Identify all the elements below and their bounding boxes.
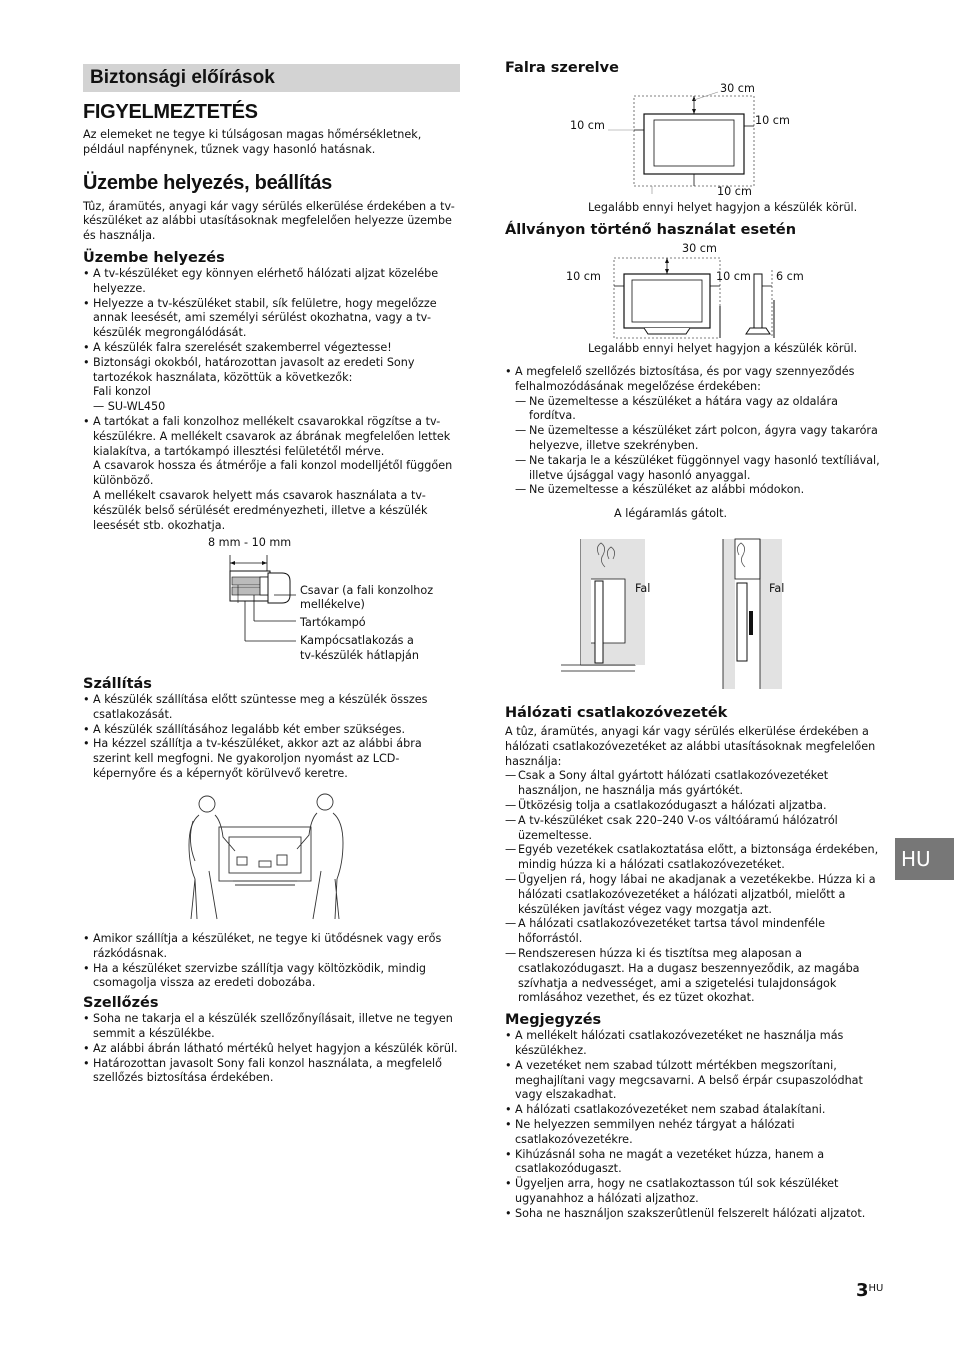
screw-label-1b: mellékelve) — [300, 598, 365, 611]
list-item: • Soha ne használjon szakszerûtlenül felszerelt hálózati aljzatot. — [505, 1207, 887, 1222]
ventilation-title: Szellőzés — [83, 995, 159, 1012]
ventilation-list — [83, 1012, 460, 1086]
screw-label-3a: Kampócsatlakozás a — [300, 634, 414, 647]
wall-label-1: Fal — [635, 582, 651, 595]
bracket-line: — SU-WL450 — [93, 400, 166, 414]
note-list — [505, 1029, 887, 1221]
install-subtitle: Üzembe helyezés — [83, 249, 225, 266]
vent-note-sub: — Ne üzemeltesse a készüléket a hátára vagy az oldalára fordítva. — [505, 395, 887, 425]
list-item: — Ügyeljen rá, hogy lábai ne akadjanak a vezetékekbe. Húzza ki a hálózati csatlakozóvezetéket a hálózati aljzatból, mielőtt a készüléken javítást végez vagy mozgatja azt. — [505, 873, 887, 917]
vent-note-sub: — Ne üzemeltesse a készüléket zárt polcon, ágyra vagy takaróra helyezve, illetve szekrényben. — [505, 424, 887, 454]
page-number-suffix: HU — [868, 1283, 884, 1294]
wall-mount-title: Falra szerelve — [505, 60, 619, 76]
list-item: • A vezetéket nem szabad túlzott mértékben megszorítani, meghajlítani vagy megcsavarni. A belső érpár csupaszolódhat vagy elszakadhat. — [505, 1059, 887, 1103]
vent-note-item: • A megfelelő szellőzés biztosítása, és por vagy szennyeződés felhalmozódásának megelőzése érdekében: — [505, 365, 887, 395]
list-item: — Ütközésig tolja a csatlakozódugaszt a hálózati aljzatba. — [505, 799, 887, 814]
warning-title: FIGYELMEZTETÉS — [83, 101, 258, 123]
section-header-title: Biztonsági előírások — [90, 67, 275, 88]
list-item: • Ne helyezzen semmilyen nehéz tárgyat a hálózati csatlakozóvezetékre. — [505, 1118, 887, 1148]
stand-title: Állványon történő használat esetén — [505, 222, 797, 238]
list-item: — Egyéb vezetékek csatlakoztatása előtt, a biztonsága érdekében, mindig húzza ki a hálózati csatlakozóvezetéket. — [505, 843, 887, 873]
wall-mount-caption: Legalább ennyi helyet hagyjon a készülék körül. — [588, 201, 858, 214]
list-item: • Soha ne takarja el a készülék szellőzőnyílásait, illetve ne tegyen semmit a készülékbe. — [83, 1012, 460, 1042]
stand-left-label: 10 cm — [566, 270, 601, 283]
list-item: • A tartókat a fali konzolhoz mellékelt csavarokkal rögzítse a tv-készülékre. A mellékelt csavarok az ábrának megfelelően lettek kialakítva, a tartókampó illesztési felületétől mérve. — [83, 415, 460, 459]
stand-side-label: 6 cm — [776, 270, 804, 283]
wall-top-label: 30 cm — [720, 82, 755, 95]
page-number-value: 3 — [856, 1280, 869, 1301]
list-item: • A készülék szállítása előtt szüntesse meg a készülék összes csatlakozását. — [83, 693, 460, 723]
section-header-box — [83, 64, 460, 92]
screw-dim-label: 8 mm - 10 mm — [208, 536, 292, 549]
power-cord-title: Hálózati csatlakozóvezeték — [505, 705, 728, 721]
list-item: • Az alábbi ábrán látható mértékû helyet hagyjon a készülék körül. — [83, 1042, 460, 1057]
page-number — [856, 1280, 883, 1301]
airflow-label: A légáramlás gátolt. — [614, 507, 728, 520]
install-intro: Tûz, áramütés, anyagi kár vagy sérülés elkerülése érdekében a tv-készüléket az alábbi utasításoknak megfelelően helyezze üzembe és használja. — [83, 199, 455, 243]
list-item: • Ügyeljen arra, hogy ne csatlakoztasson túl sok készüléket ugyanahhoz a hálózati aljzathoz. — [505, 1177, 887, 1207]
list-item: • Helyezze a tv-készüléket stabil, sík felületre, hogy megelőzze annak leesését, ami személyi sérülést okozhatna, vagy a tv-készülék megrongálódását. — [83, 297, 460, 341]
list-item: • Határozottan javasolt Sony fali konzol használata, a megfelelő szellőzés biztosítása érdekében. — [83, 1057, 460, 1087]
list-item: • Amikor szállítja a készüléket, ne tegye ki ütődésnek vagy erős rázkódásnak. — [83, 932, 460, 962]
note-title: Megjegyzés — [505, 1012, 602, 1029]
stand-caption: Legalább ennyi helyet hagyjon a készülék körül. — [588, 342, 858, 355]
stand-diagram — [560, 240, 820, 340]
wall-bottom-label: 10 cm — [717, 185, 752, 198]
language-tab-label: HU — [901, 847, 931, 871]
list-item: • A készülék szállításához legalább két ember szükséges. — [83, 723, 460, 738]
transport-list — [83, 693, 460, 782]
blocked-airflow-diagram — [555, 535, 795, 695]
stand-right-label: 10 cm — [716, 270, 751, 283]
language-tab — [895, 838, 954, 880]
install-title: Üzembe helyezés, beállítás — [83, 171, 332, 194]
vent-note-sub: — Ne takarja le a készüléket függönnyel vagy hasonló textíliával, illetve újsággal vagy hasonló anyaggal. — [505, 454, 887, 484]
wall-left-label: 10 cm — [570, 119, 605, 132]
screw-diagram — [200, 533, 460, 665]
transport-list-2 — [83, 932, 460, 991]
wall-right-label: 10 cm — [755, 114, 790, 127]
list-item: • Ha kézzel szállítja a tv-készüléket, akkor azt az alábbi ábra szerint kell megfogni. Ne gyakoroljon nyomást az LCD-képernyőre és a képernyőt körülvevő keretre. — [83, 737, 460, 781]
list-item-cont: A mellékelt csavarok helyett más csavarok használata a tv-készülék belső sérülését eredményezheti, illetve a készülék leesését stb. okozhatja. — [93, 488, 428, 532]
screw-label-1a: Csavar (a fali konzolhoz — [300, 584, 434, 597]
wall-label-2: Fal — [769, 582, 785, 595]
screw-label-3b: tv-készülék hátlapján — [300, 649, 419, 662]
list-item: • Biztonsági okokból, határozottan javasolt az eredeti Sony tartozékok használata, közöttük a következők: — [83, 356, 460, 386]
list-item: • A mellékelt hálózati csatlakozóvezetéket ne használja más készülékhez. — [505, 1029, 887, 1059]
install-list — [83, 267, 460, 533]
list-item: • Ha a készüléket szervizbe szállítja vagy költözködik, mindig csomagolja vissza az eredeti dobozába. — [83, 962, 460, 992]
list-item: — A hálózati csatlakozóvezetéket tartsa távol mindenféle hőforrástól. — [505, 917, 887, 947]
warning-text: Az elemeket ne tegye ki túlságosan magas hőmérsékletnek, például napfénynek, tűznek vagy hasonló hatásnak. — [83, 128, 422, 156]
vent-note-sub: — Ne üzemeltesse a készüléket az alábbi módokon. — [505, 483, 887, 498]
bracket-line: Fali konzol — [93, 385, 151, 399]
list-item: — Csak a Sony által gyártott hálózati csatlakozóvezetéket használjon, ne használja más gyártókét. — [505, 769, 887, 799]
power-cord-list — [505, 769, 887, 1006]
stand-top-label: 30 cm — [682, 242, 717, 255]
power-cord-intro: A tûz, áramütés, anyagi kár vagy sérülés elkerülése érdekében a hálózati csatlakozóvezetéket az alábbi utasításoknak megfelelően használja: — [505, 725, 876, 768]
carrying-illustration — [185, 791, 345, 923]
list-item: • Kihúzásnál soha ne magát a vezetéket húzza, hanem a csatlakozódugaszt. — [505, 1148, 887, 1178]
wall-mount-diagram — [560, 78, 800, 198]
transport-title: Szállítás — [83, 676, 152, 692]
list-item: • A hálózati csatlakozóvezetéket nem szabad átalakítani. — [505, 1103, 887, 1118]
list-item: • A tv-készüléket egy könnyen elérhető hálózati aljzat közelébe helyezze. — [83, 267, 460, 297]
list-item: — A tv-készüléket csak 220–240 V-os váltóáramú hálózatról üzemeltesse. — [505, 814, 887, 844]
list-item-cont: A csavarok hossza és átmérője a fali konzol modelljétől függően különböző. — [93, 459, 453, 488]
list-item: • A készülék falra szerelését szakemberrel végeztesse! — [83, 341, 460, 356]
screw-label-2: Tartókampó — [300, 616, 366, 629]
list-item: — Rendszeresen húzza ki és tisztítsa meg alaposan a csatlakozódugaszt. Ha a dugasz beszennyeződik, az magába szívhatja a nedvességet, ami a szigetelési tulajdonságok romlásához vezethet, és ez tüzet okozhat. — [505, 947, 887, 1006]
